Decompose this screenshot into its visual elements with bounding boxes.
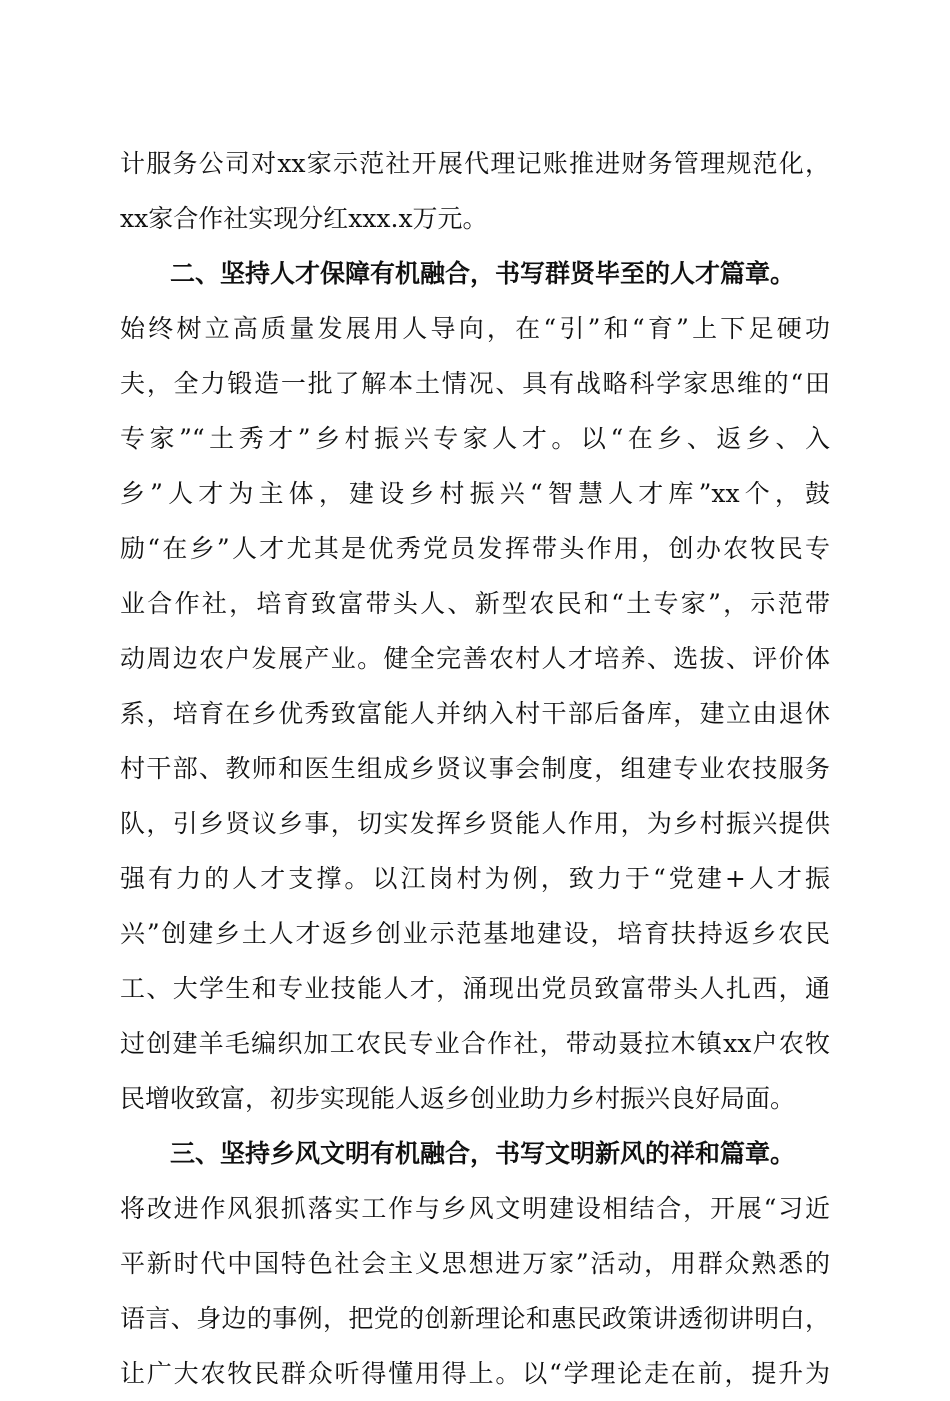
text-line: 励“在乡”人才尤其是优秀党员发挥带头作用，创办农牧民专 — [120, 534, 830, 563]
text-line: 业合作社，培育致富带头人、新型农民和“土专家”，示范带 — [120, 589, 830, 618]
text-line: 系，培育在乡优秀致富能人并纳入村干部后备库，建立由退休 — [120, 699, 830, 728]
text-line: 村干部、教师和医生组成乡贤议事会制度，组建专业农技服务 — [120, 754, 830, 783]
section-heading: 二、坚持人才保障有机融合，书写群贤毕至的人才篇章。 — [170, 259, 796, 288]
text-line: 民增收致富，初步实现能人返乡创业助力乡村振兴良好局面。 — [120, 1084, 796, 1113]
text-line: 将改进作风狠抓落实工作与乡风文明建设相结合，开展“习近 — [120, 1194, 830, 1223]
text-line: xx家合作社实现分红xxx.x万元。 — [120, 204, 488, 233]
text-line: 平新时代中国特色社会主义思想进万家”活动，用群众熟悉的 — [120, 1249, 830, 1278]
text-line: 专家”“土秀才”乡村振兴专家人才。以“在乡、返乡、入 — [120, 424, 830, 453]
text-line: 让广大农牧民群众听得懂用得上。以“学理论走在前，提升为 — [120, 1359, 830, 1388]
text-line: 乡”人才为主体，建设乡村振兴“智慧人才库”xx个，鼓 — [120, 479, 830, 508]
text-line: 兴”创建乡土人才返乡创业示范基地建设，培育扶持返乡农民 — [120, 919, 830, 948]
text-line: 过创建羊毛编织加工农民专业合作社，带动聂拉木镇xx户农牧 — [120, 1029, 830, 1058]
text-line: 工、大学生和专业技能人才，涌现出党员致富带头人扎西，通 — [120, 974, 830, 1003]
text-line: 夫，全力锻造一批了解本土情况、具有战略科学家思维的“田 — [120, 369, 830, 398]
text-line: 动周边农户发展产业。健全完善农村人才培养、选拔、评价体 — [120, 644, 830, 673]
document-body — [120, 136, 830, 1401]
text-line: 队，引乡贤议乡事，切实发挥乡贤能人作用，为乡村振兴提供 — [120, 809, 830, 838]
section-heading: 三、坚持乡风文明有机融合，书写文明新风的祥和篇章。 — [170, 1139, 796, 1168]
text-line: 语言、身边的事例，把党的创新理论和惠民政策讲透彻讲明白， — [120, 1304, 830, 1333]
text-line: 始终树立高质量发展用人导向，在“引”和“育”上下足硬功 — [120, 314, 830, 343]
text-line: 计服务公司对xx家示范社开展代理记账推进财务管理规范化， — [120, 149, 830, 178]
text-line: 强有力的人才支撑。以江岗村为例，致力于“党建+人才振 — [120, 864, 830, 893]
